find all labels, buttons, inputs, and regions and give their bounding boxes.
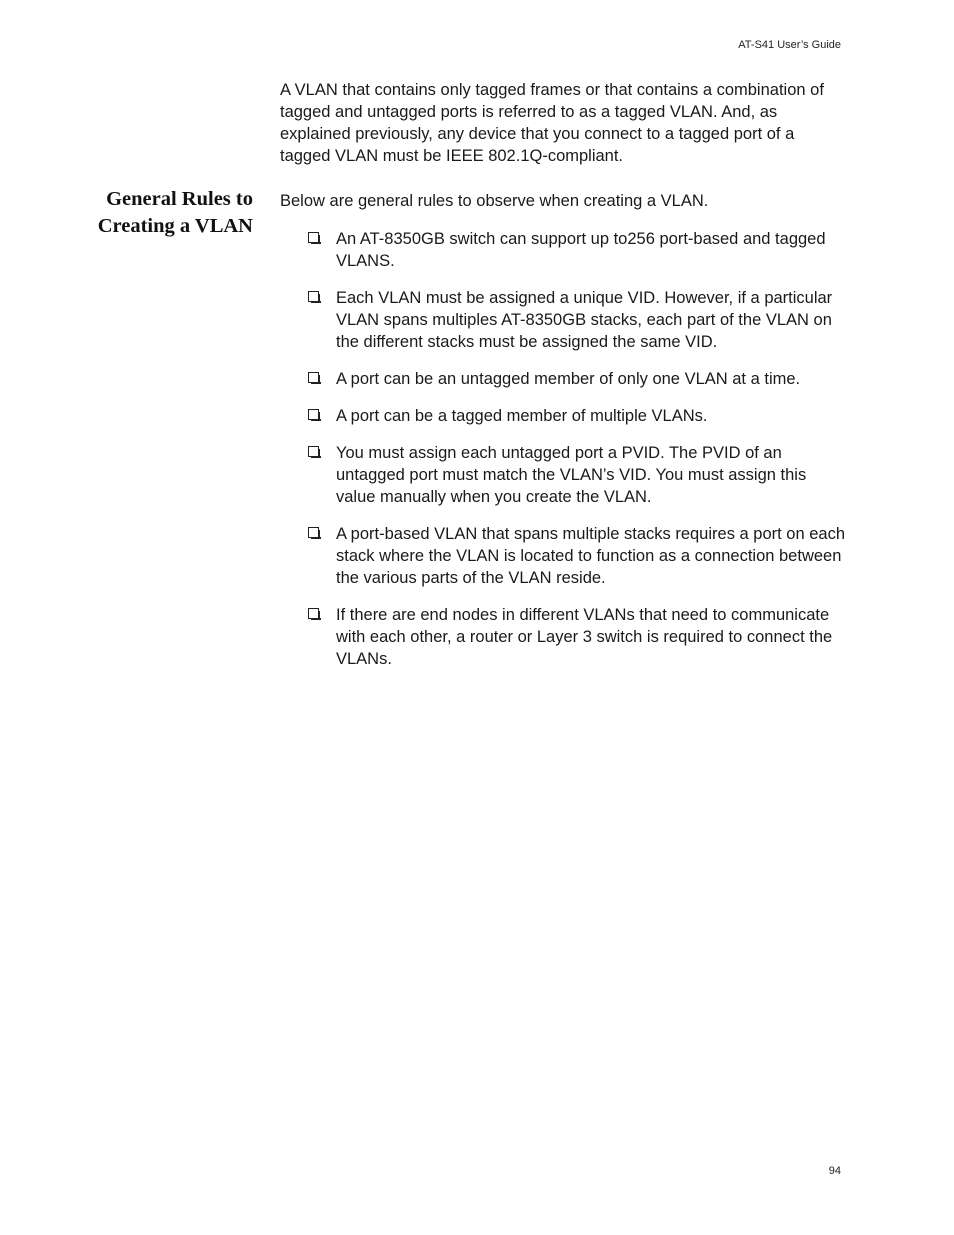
checkbox-bullet-icon [308,372,319,383]
list-item [306,405,846,427]
rule-text: An AT-8350GB switch can support up to256 port-based and tagged VLANS. [336,230,826,270]
page-number: 94 [828,1165,841,1177]
checkbox-bullet-icon [308,608,319,619]
rule-text: A port can be an untagged member of only one VLAN at a time. [336,370,801,388]
checkbox-bullet-icon [308,446,319,457]
list-item [306,228,846,272]
intro-paragraph: A VLAN that contains only tagged frames or that contains a combination of tagged and untagged ports is referred to as a tagged VLAN. And, as explained previously, any device that you connect to a tagged port of a tagged VLAN must be IEEE 802.1Q-compliant. [280,81,824,165]
checkbox-bullet-icon [308,291,319,302]
section-heading: General Rules to Creating a VLAN [97,188,253,237]
checkbox-bullet-icon [308,527,319,538]
list-item [306,523,846,589]
list-item [306,442,846,508]
list-item [306,287,846,353]
section-lead: Below are general rules to observe when creating a VLAN. [280,192,709,210]
rules-list [306,228,846,685]
rule-text: A port-based VLAN that spans multiple stacks requires a port on each stack where the VLAN is located to function as a connection between the various parts of the VLAN reside. [336,525,846,587]
checkbox-bullet-icon [308,232,319,243]
running-header: AT-S41 User’s Guide [738,39,841,51]
rule-text: Each VLAN must be assigned a unique VID. However, if a particular VLAN spans multiples AT-8350GB stacks, each part of the VLAN on the different stacks must be assigned the same VID. [336,289,833,351]
list-item [306,368,846,390]
list-item [306,604,846,670]
checkbox-bullet-icon [308,409,319,420]
rule-text: You must assign each untagged port a PVID. The PVID of an untagged port must match the VLAN’s VID. You must assign this value manually when you create the VLAN. [336,444,807,506]
rule-text: If there are end nodes in different VLANs that need to communicate with each other, a router or Layer 3 switch is required to connect the VLANs. [336,606,833,668]
rule-text: A port can be a tagged member of multiple VLANs. [336,407,708,425]
